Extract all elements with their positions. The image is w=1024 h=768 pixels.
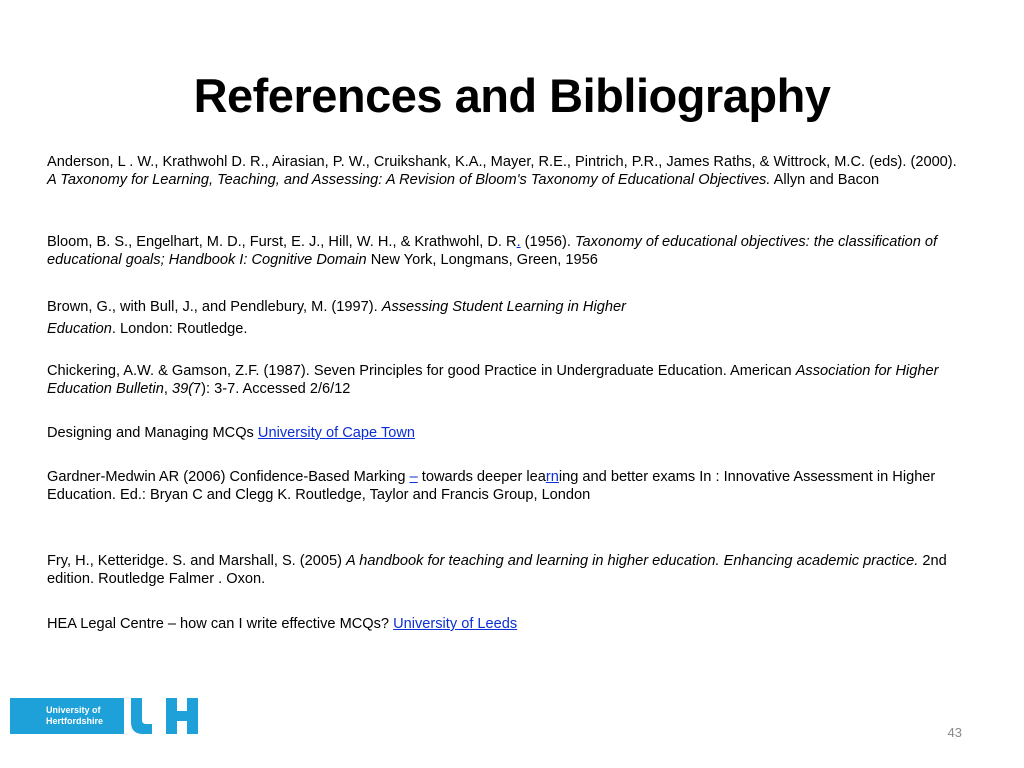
ref-journal: Association for Higher Education Bulletin [47,363,939,397]
ref-pages: 7): 3-7. Accessed 2/6/12 [193,380,351,397]
link-rn[interactable]: rn [545,469,559,485]
ref-publisher: New York, Longmans, Green, 1956 [366,251,598,268]
reference-bloom [47,234,967,269]
ref-title: Taxonomy of educational objectives: the classification of educational goals; Handbook I: Cognitive Domain [47,234,938,268]
ref-text: ing and better exams In : Innovative Assessment in Higher Education. Ed.: Bryan C and Clegg K. Routledge, Taylor and Francis Group, London [47,469,936,503]
slide-title: References and Bibliography [193,69,831,122]
ref-text: towards deeper lea [417,469,546,485]
reference-fry [47,553,967,588]
ref-authors: Brown, G., with Bull, J., and Pendlebury, M. (1997). [47,299,382,315]
reference-brown [47,296,626,340]
reference-gardner [47,469,967,504]
reference-hea [47,616,517,634]
ref-authors: Bloom, B. S., Engelhart, M. D., Furst, E. J., Hill, W. H., & Krathwohl, D. R [47,234,517,250]
reference-designing-mcqs [47,425,415,443]
ref-title: A Taxonomy for Learning, Teaching, and Assessing: A Revision of Bloom's Taxonomy of Educational Objectives. [47,171,771,188]
ref-volume: 39( [171,380,194,397]
reference-anderson [47,154,967,189]
ref-authors: Fry, H., Ketteridge. S. and Marshall, S. (2005) [47,553,347,569]
logo-h-mark [166,698,198,734]
ref-publisher: . London: Routledge. [111,321,248,337]
ref-title-cont: Education [47,321,112,337]
link-dash[interactable]: – [409,469,418,485]
ref-text: Chickering, A.W. & Gamson, Z.F. (1987). Seven Principles for good Practice in Undergraduate Education. American [47,363,796,379]
logo-line1: University of [46,705,101,715]
link-university-of-cape-town[interactable]: University of Cape Town [257,425,416,441]
link-university-of-leeds[interactable]: University of Leeds [393,616,518,632]
ref-year: (1956). [520,234,575,250]
ref-link-dot[interactable]: . [516,234,521,250]
university-logo [10,698,210,734]
ref-title: Assessing Student Learning in Higher [381,299,626,315]
ref-comma: , [163,380,172,397]
ref-authors: Anderson, L . W., Krathwohl D. R., Airasian, P. W., Cruikshank, K.A., Mayer, R.E., Pintrich, P.R., James Raths, & Wittrock, M.C. (eds). (2000). [47,154,957,170]
ref-text: Designing and Managing MCQs [47,425,258,441]
ref-text: HEA Legal Centre – how can I write effective MCQs? [47,616,394,632]
ref-title: A handbook for teaching and learning in higher education. Enhancing academic practice. [346,553,919,569]
page-number: 43 [947,725,962,740]
logo-u-mark [131,698,152,734]
ref-text: Gardner-Medwin AR (2006) Confidence-Based Marking [47,469,410,485]
ref-publisher: 2nd edition. Routledge Falmer . Oxon. [47,553,947,587]
reference-chickering [47,363,967,398]
ref-publisher: Allyn and Bacon [770,171,880,188]
logo-line2: Hertfordshire [46,716,104,726]
